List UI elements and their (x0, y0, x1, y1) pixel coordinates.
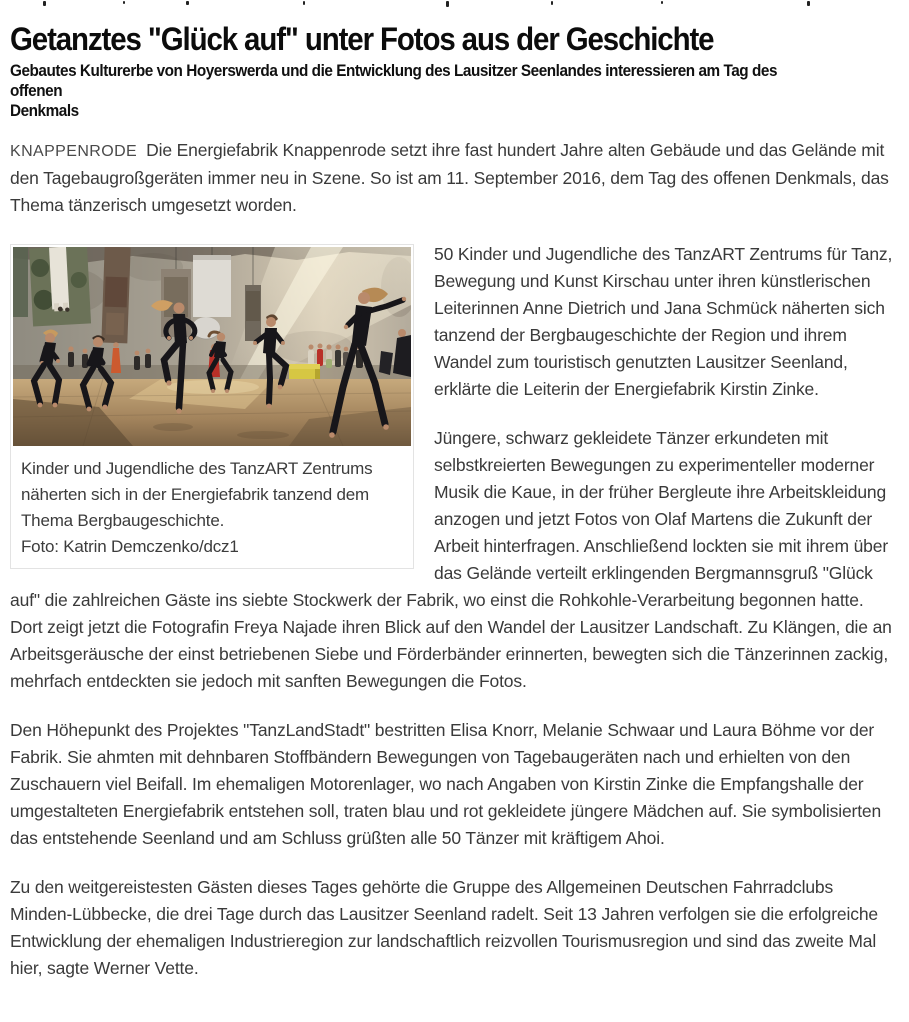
cropped-text-remnant (10, 0, 898, 7)
subheadline-line-2: Denkmals (10, 100, 79, 120)
paragraph-hoehepunkt: Den Höhepunkt des Projektes "TanzLandStadt" bestritten Elisa Knorr, Melanie Schwaar und Laura Böhme vor der Fabrik. Sie ahmten mit dehnbaren Stoffbändern Bewegungen von Tagebaugeräten nach und erhielten von den Zuschauern viel Beifall. Im ehemaligen Motorenlager, wo nach Angaben von Kirstin Zinke die Empfangshalle der umgestalteten Energiefabrik entstehen soll, traten blau und rot gekleidete jüngere Mädchen auf. Sie symbolisierten das entstehende Seenland und am Schluss grüßten alle 50 Tänzer mit kräftigem Ahoi. (10, 719, 882, 848)
subheadline (10, 61, 809, 121)
paragraph-tanzart: 50 Kinder und Jugendliche des TanzART Zentrums für Tanz, Bewegung und Kunst Kirschau unter ihren künstlerischen Leiterinnen Anne Dietrich und Jana Schmück näherten sich tanzend der Bergbaugeschichte der Region und ihrem Wandel zum touristisch genutzten Lausitzer Seenland, erklärte die Leiterin der Energiefabrik Kirstin Zinke. (434, 243, 893, 399)
paragraph-gaeste: Zu den weitgereistesten Gästen dieses Tages gehörte die Gruppe des Allgemeinen Deutschen Fahrradclubs Minden-Lübbecke, die drei Tage durch das Lausitzer Seenland radelt. Seit 13 Jahren verfolgen sie die erfolgreiche Entwicklung der ehemaligen Industrieregion zur landschaftlich reizvollen Tourismusregion und sind das zweite Mal hier, sagte Werner Vette. (10, 876, 879, 978)
photo-credit: Foto: Katrin Demczenko/dcz1 (21, 536, 239, 556)
subheadline-line-1: Gebautes Kulturerbe von Hoyerswerda und die Entwicklung des Lausitzer Seenlandes interessieren am Tag des offenen (10, 60, 778, 100)
article-figure (10, 244, 414, 569)
article-body (10, 137, 898, 1004)
yellow-table (289, 364, 320, 381)
paragraph-kaue: Jüngere, schwarz gekleidete Tänzer erkundeten mit selbstkreierten Bewegungen zu experimenteller moderner Musik die Kaue, in der früher Bergleute ihre Arbeitskleidung anzogen und jetzt Fotos von Olaf Martens die Zukunft der Arbeit hinterfragen. Anschließend lockten sie mit ihrem über das Gelände verteilt erklingenden Bergmannsgruß "Glück auf" die zahlreichen Gäste ins siebte Stockwerk der Fabrik, wo einst die Rohkohle-Verarbeitung begonnen hatte. Dort zeigt jetzt die Fotografin Freya Najade ihren Blick auf den Wandel der Lausitzer Landschaft. Zu Klängen, die an Arbeitsgeräusche der einst betriebenen Siebe und Förderbänder erinnerten, bewegten sich die Tänzerinnen zackig, mehrfach entdeckten sie jedoch mit sanften Bewegungen die Fotos. (10, 427, 892, 691)
photo-caption: Kinder und Jugendliche des TanzART Zentrums näherten sich in der Energiefabrik tanzend dem Thema Bergbaugeschichte. (21, 458, 373, 530)
lead-text: Die Energiefabrik Knappenrode setzt ihre fast hundert Jahre alten Gebäude und das Gelände mit den Tagebaugroßgeräten immer neu in Szene. So ist am 11. September 2016, dem Tag des offenen Denkmals, das Thema tänzerisch umgesetzt worden. (10, 139, 889, 215)
lead-paragraph (10, 137, 898, 219)
dancers-photo (13, 247, 411, 446)
location-tag: KNAPPENRODE (10, 142, 138, 160)
headline: Getanztes "Glück auf" unter Fotos aus der Geschichte (10, 21, 714, 57)
photo-caption-block (13, 446, 411, 560)
